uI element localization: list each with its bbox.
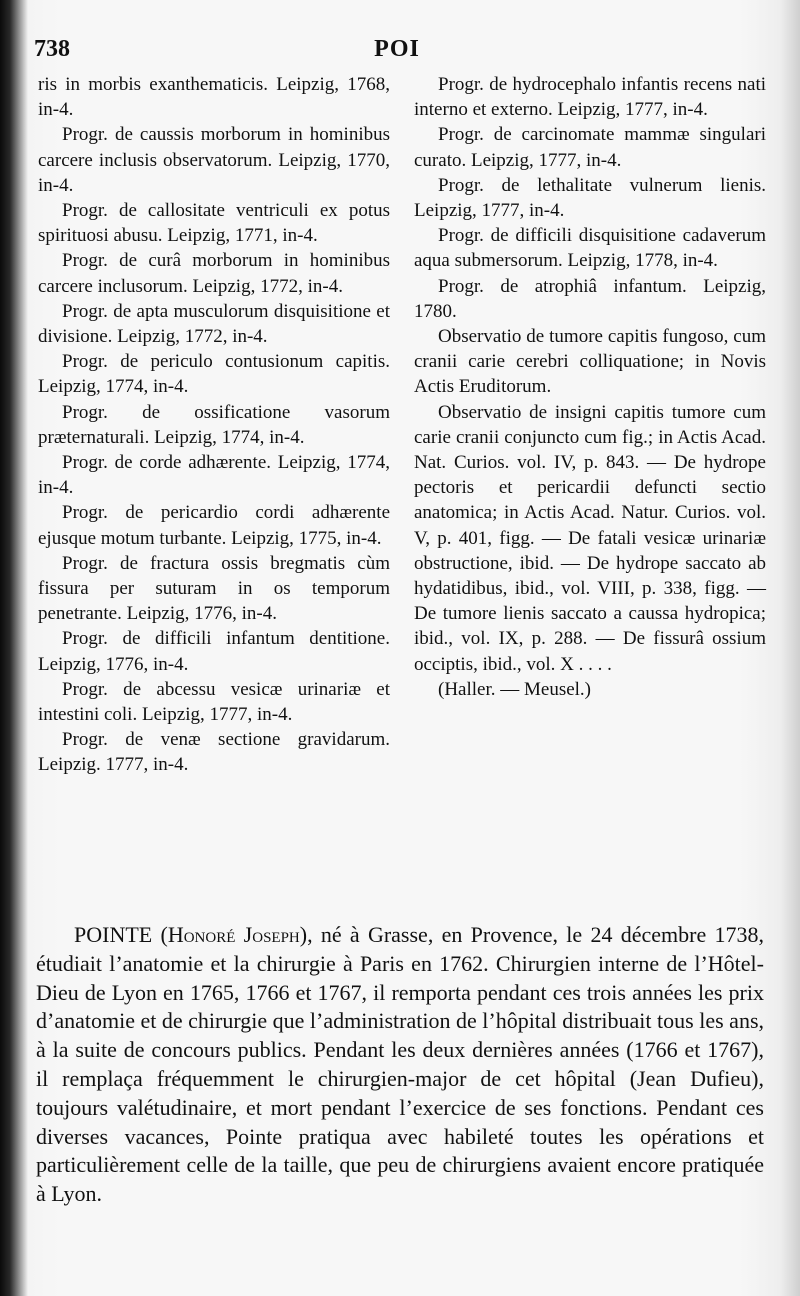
- right-bibliography-entry: Progr. de atrophiâ infantum. Leipzig, 1780.: [414, 275, 766, 322]
- left-bibliography-entry: Progr. de caussis morborum in hominibus carcere inclusis observatorum. Leipzig, 1770, in-4.: [38, 124, 390, 196]
- two-column-bibliography: [38, 72, 768, 902]
- page-header: [34, 36, 760, 70]
- left-bibliography-entry: Progr. de corde adhærente. Leipzig, 1774, in-4.: [38, 452, 390, 499]
- left-bibliography-entry: Progr. de periculo contusionum capitis. Leipzig, 1774, in-4.: [38, 351, 390, 398]
- right-bibliography-entry: Progr. de difficili disquisitione cadaverum aqua submersorum. Leipzig, 1778, in-4.: [414, 225, 766, 272]
- attribution: (Haller. — Meusel.): [438, 678, 592, 700]
- left-bibliography-entry: Progr. de fractura ossis bregmatis cùm fissura per suturam in os temporum penetrante. Leipzig, 1776, in-4.: [38, 552, 390, 625]
- right-bibliography-entry: Observatio de tumore capitis fungoso, cum cranii carie cerebri colliquatione; in Novis Actis Eruditorum.: [414, 326, 766, 398]
- left-bibliography-entry: Progr. de callositate ventriculi ex potus spirituosi abusu. Leipzig, 1771, in-4.: [38, 200, 390, 247]
- running-head: POI: [374, 36, 420, 62]
- left-bibliography-entry: Progr. de difficili infantum dentitione. Leipzig, 1776, in-4.: [38, 628, 390, 675]
- left-bibliography-entry: Progr. de ossificatione vasorum præternaturali. Leipzig, 1774, in-4.: [38, 401, 390, 448]
- left-bibliography-entry: Progr. de venæ sectione gravidarum. Leipzig. 1777, in-4.: [38, 729, 390, 776]
- entry-name: POINTE: [74, 922, 153, 947]
- page-number: 738: [34, 36, 70, 62]
- right-bibliography-entry: Progr. de lethalitate vulnerum lienis. Leipzig, 1777, in-4.: [414, 174, 766, 222]
- right-bibliography-entry: Observatio de insigni capitis tumore cum carie cranii conjuncto cum fig.; in Actis Acad. Nat. Curios. vol. IV, p. 843. — De hydrope pectoris et pericardii defuncti sectio anatomica; in Actis Acad. Natur. Curios. vol. V, p. 401, figg. — De fatali vesicæ urinariæ obstructione, ibid. — De hydrope saccato ab hydatidibus, ibid., vol. VIII, p. 338, figg. — De tumore lienis saccato a caussa hydropica; ibid., vol. IX, p. 288. — De fissurâ ossium occiptis, ibid., vol. X . . . .: [414, 401, 766, 675]
- left-column: [38, 72, 390, 778]
- right-bibliography-entry: Progr. de hydrocephalo infantis recens nati interno et externo. Leipzig, 1777, in-4.: [414, 74, 766, 121]
- left-bibliography-entry: ris in morbis exanthematicis. Leipzig, 1768, in-4.: [38, 74, 390, 121]
- left-bibliography-entry: Progr. de pericardio cordi adhærente ejusque motum turbante. Leipzig, 1775, in-4.: [38, 502, 390, 549]
- main-entry: [36, 921, 764, 1209]
- main-entry-paragraph: [36, 921, 764, 1209]
- entry-given-names: (Honoré Joseph): [160, 922, 308, 947]
- left-bibliography-entry: Progr. de curâ morborum in hominibus carcere inclusorum. Leipzig, 1772, in-4.: [38, 250, 390, 297]
- entry-text: , né à Grasse, en Provence, le 24 décembre 1738, étudiait l’anatomie et la chirurgie à Paris en 1762. Chirurgien interne de l’Hôtel-Dieu de Lyon en 1765, 1766 et 1767, il remporta pendant ces trois années les prix d’anatomie et de chirurgie que l’administration de l’hôpital distribuait tous les ans, à la suite de concours publics. Pendant les deux dernières années (1766 et 1767), il remplaça fréquemment le chirurgien-major de cet hôpital (Jean Dufieu), toujours valétudinaire, et mort pendant l’exercice de ses fonctions. Pendant ces diverses vacances, Pointe pratiqua avec habileté toutes les opérations et particulièrement celle de la taille, que peu de chirurgiens avaient encore pratiquée à Lyon.: [36, 922, 765, 1207]
- left-bibliography-entry: Progr. de apta musculorum disquisitione et divisione. Leipzig, 1772, in-4.: [38, 300, 390, 348]
- left-bibliography-entry: Progr. de abcessu vesicæ urinariæ et intestini coli. Leipzig, 1777, in-4.: [38, 678, 390, 726]
- right-column: [414, 72, 766, 702]
- right-bibliography-entry: Progr. de carcinomate mammæ singulari curato. Leipzig, 1777, in-4.: [414, 124, 766, 171]
